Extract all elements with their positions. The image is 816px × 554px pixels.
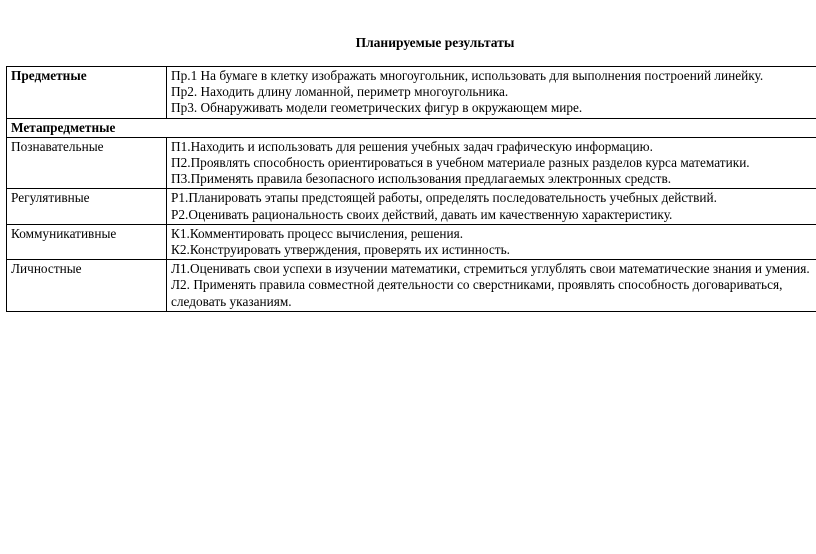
table-row-regulatory	[7, 189, 816, 224]
result-item: Пр2. Находить длину ломанной, периметр многоугольника.	[171, 84, 509, 100]
table-row-personal	[7, 260, 816, 312]
table-row-communicative	[7, 224, 816, 259]
row-content-subject	[167, 67, 816, 119]
page-title: Планируемые результаты	[355, 35, 515, 50]
row-content-communicative	[167, 224, 816, 259]
table-row-subject	[7, 67, 816, 119]
row-content-cognitive	[167, 137, 816, 189]
row-content-personal	[167, 260, 816, 312]
result-item: П2.Проявлять способность ориентироваться в учебном материале разных разделов курса математики.	[171, 155, 750, 171]
result-item: П3.Применять правила безопасного использования предлагаемых электронных средств.	[171, 171, 672, 187]
result-item: Пр3. Обнаруживать модели геометрических фигур в окружающем мире.	[171, 100, 583, 116]
result-item: Л1.Оценивать свои успехи в изучении математики, стремиться углублять свои математические знания и умения.	[171, 261, 810, 277]
result-item: П1.Находить и использовать для решения учебных задач графическую информацию.	[171, 138, 653, 154]
result-item: Л2. Применять правила совместной деятельности со сверстниками, проявлять способность договариваться, следовать указаниям.	[171, 277, 783, 309]
row-label-personal: Личностные	[7, 260, 167, 312]
result-item: Р1.Планировать этапы предстоящей работы, определять последовательность учебных действий.	[171, 190, 717, 206]
table-row-cognitive	[7, 137, 816, 189]
row-label-regulatory: Регулятивные	[7, 189, 167, 224]
results-table	[6, 66, 816, 312]
section-header-metasubject: Метапредметные	[7, 118, 816, 137]
result-item: К2.Конструировать утверждения, проверять их истинность.	[171, 242, 510, 258]
row-label-cognitive: Познавательные	[7, 137, 167, 189]
row-label-communicative: Коммуникативные	[7, 224, 167, 259]
result-item: Р2.Оценивать рациональность своих действий, давать им качественную характеристику.	[171, 206, 673, 222]
table-row-metasubject	[7, 118, 816, 137]
row-content-regulatory	[167, 189, 816, 224]
row-label-subject: Предметные	[7, 67, 167, 119]
result-item: К1.Комментировать процесс вычисления, решения.	[171, 225, 464, 241]
result-item: Пр.1 На бумаге в клетку изображать многоугольник, использовать для выполнения построений линейку.	[171, 68, 764, 83]
